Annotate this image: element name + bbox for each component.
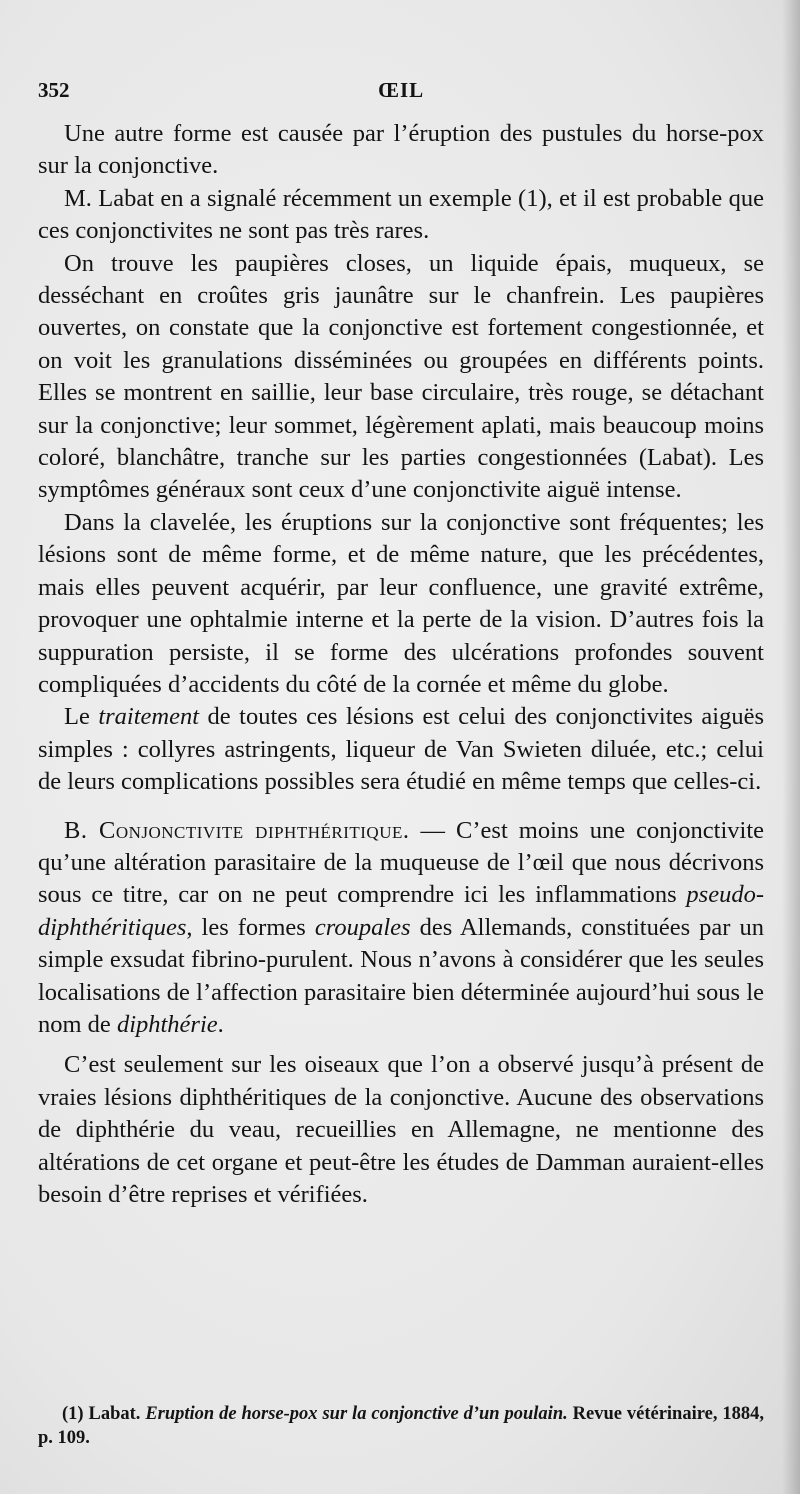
diphtheritic-italic-croupales: croupales	[314, 913, 411, 941]
treatment-text-rest: de toutes ces lésions est celui des conjonctivites aiguës simples : collyres astringents, liqueur de Van Swieten diluée, etc.; celui de leurs complications possibles sera étudié en même temps que celles-ci.	[38, 703, 764, 796]
paragraph-diphtheritic	[38, 815, 764, 1042]
diphtheritic-text-a: — C’est moins une conjonctivite qu’une altération parasitaire de la muqueuse de l’œil que nous décrivons sous ce titre, car on ne peut comprendre ici les inflammations	[38, 816, 764, 909]
paragraph-birds: C’est seulement sur les oiseaux que l’on a observé jusqu’à présent de vraies lésions diphthéritiques de la conjonctive. Aucune des observations de diphthérie du veau, recueillies en Allemagne, ne mentionne des altérations de cet organe et peut-être les études de Damman auraient-elles besoin d’être reprises et vérifiées.	[38, 1051, 764, 1208]
page-header	[38, 78, 758, 108]
paragraph-symptoms: On trouve les paupières closes, un liquide épais, muqueux, se desséchant en croûtes gris jaunâtre sur le chanfrein. Les paupières ouvertes, on constate que la conjonctive est fortement congestionnée, et on voit les granulations disséminées ou groupées en différents points. Elles se montrent en saillie, leur base circulaire, très rouge, se détachant sur la conjonctive; leur sommet, légèrement aplati, mais beaucoup moins coloré, blanchâtre, tranche sur les parties congestionnées (Labat). Les symptômes généraux sont ceux d’une conjonctivite aiguë intense.	[38, 249, 764, 504]
paragraph-horse-pox: Une autre forme est causée par l’éruption des pustules du horse-pox sur la conjonctive.	[38, 120, 764, 180]
footnote-text	[38, 1402, 764, 1450]
paragraph-clavelee: Dans la clavelée, les éruptions sur la conjonctive sont fréquentes; les lésions sont de même forme, et de même nature, que les précédentes, mais elles peuvent acquérir, par leur confluence, une gravité extrême, provoquer une ophtalmie interne et la perte de la vision. D’autres fois la suppuration persiste, il se forme des ulcérations profondes souvent compliquées d’accidents du côté de la cornée et même du globe.	[38, 508, 764, 698]
treatment-italic: traitement	[98, 703, 200, 731]
footnote-marker: (1) Labat.	[62, 1404, 146, 1424]
footnote-title: Eruption de horse-pox sur la conjonctive d’un poulain.	[145, 1404, 568, 1424]
paragraph-labat-example: M. Labat en a signalé récemment un exemple (1), et il est probable que ces conjonctivites ne sont pas très rares.	[38, 184, 764, 245]
page-number: 352	[38, 78, 70, 102]
paragraph-treatment	[38, 701, 764, 798]
diphtheritic-italic-pseudo: pseudo-diphthéritiques	[38, 881, 764, 941]
diphtheritic-italic-diphtherie: diphthérie	[116, 1010, 218, 1038]
diphtheritic-text-d: .	[217, 1010, 224, 1038]
running-title: ŒIL	[378, 78, 425, 102]
treatment-text-start: Le	[64, 703, 99, 731]
page-edge-shadow	[782, 0, 800, 1494]
diphtheritic-text-c: des Allemands, constituées par un simple exsudat fibrino-purulent. Nous n’avons à considérer que les seules localisations de l’affection parasitaire bien déterminée aujourd’hui sous le nom de	[38, 913, 764, 1038]
diphtheritic-text-b: , les formes	[186, 913, 315, 941]
body-text	[38, 118, 764, 1211]
section-title: B. Conjonctivite diphthéritique.	[64, 816, 410, 844]
footnote-source: Revue vétérinaire, 1884, p. 109.	[38, 1404, 764, 1448]
footnote	[38, 1402, 764, 1450]
